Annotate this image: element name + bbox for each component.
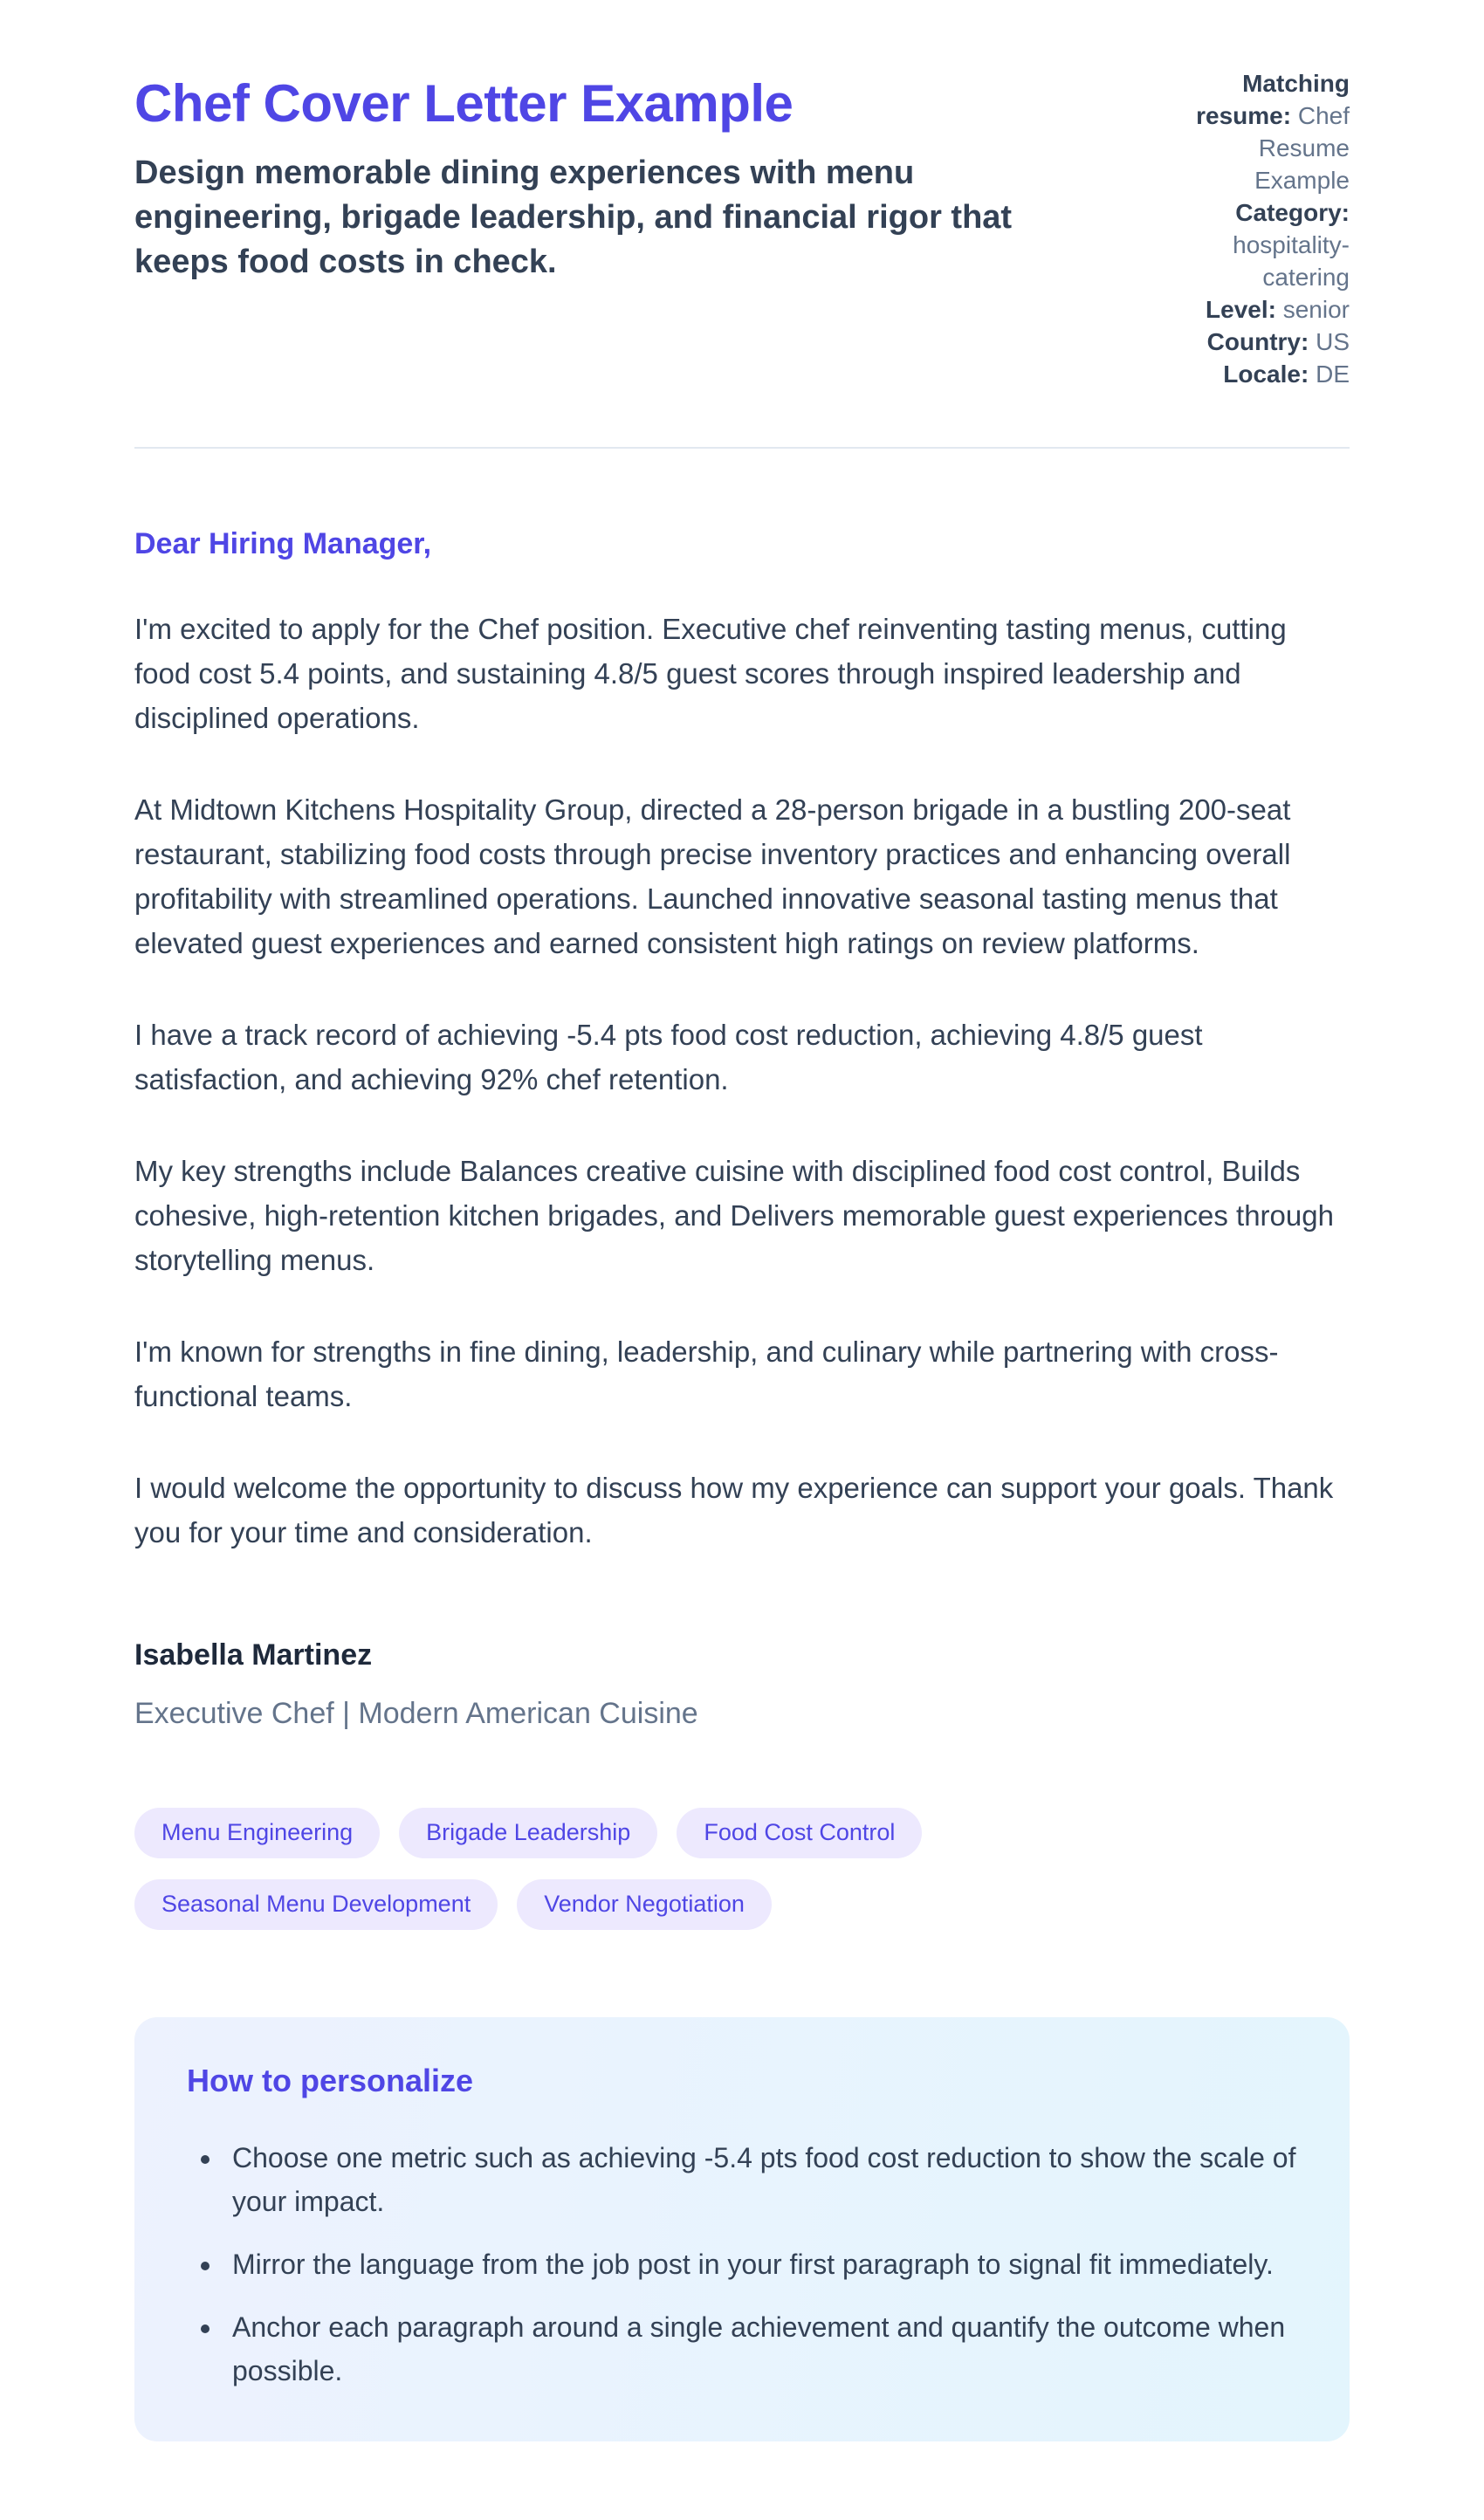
skill-tag-brigade-leadership: Brigade Leadership [399, 1808, 657, 1858]
personalize-tip: • Choose one metric such as achieving -5.4 pts food cost reduction to show the scale of your impact. [223, 2136, 1297, 2223]
personalize-tip: • Anchor each paragraph around a single achievement and quantify the outcome when possible. [223, 2305, 1297, 2393]
meta-value-country: US [1316, 327, 1350, 355]
personalize-box [134, 2017, 1350, 2441]
meta-value-level: senior [1282, 295, 1350, 323]
meta-matching-resume [1159, 68, 1350, 197]
page-subtitle: Design memorable dining experiences with menu engineering, brigade leadership, and financial rigor that keeps food costs in check. [134, 154, 1013, 280]
meta-label-matching-resume: Matching resume: [1196, 70, 1350, 129]
meta-panel [1159, 61, 1350, 391]
personalize-tip: • Mirror the language from the job post in your first paragraph to signal fit immediately. [223, 2242, 1297, 2286]
meta-locale [1159, 359, 1350, 391]
signature-role: Executive Chef | Modern American Cuisine [134, 1696, 698, 1730]
personalize-tips-list [187, 2136, 1297, 2393]
meta-label-locale: Locale: [1223, 360, 1309, 388]
meta-value-matching-resume: Chef Resume Example [1254, 101, 1350, 194]
personalize-title: How to personalize [187, 2062, 474, 2098]
meta-level [1159, 294, 1350, 326]
skill-tag-menu-engineering: Menu Engineering [134, 1808, 380, 1858]
skill-tag-food-cost-control: Food Cost Control [677, 1808, 922, 1858]
meta-value-category: hospitality-catering [1233, 230, 1350, 291]
letter-section [134, 527, 1350, 1731]
letter-paragraph: I would welcome the opportunity to discuss how my experience can support your goals. Thank you for your time and consideration. [134, 1471, 1334, 1548]
letter-body [134, 607, 1350, 1555]
header-divider [134, 447, 1350, 449]
letter-salutation: Dear Hiring Manager, [134, 526, 432, 560]
letter-paragraph: I'm known for strengths in fine dining, leadership, and culinary while partnering with cross-functional teams. [134, 1335, 1279, 1412]
letter-paragraph: At Midtown Kitchens Hospitality Group, directed a 28-person brigade in a bustling 200-seat restaurant, stabilizing food costs through precise inventory practices and enhancing overall profitability with streamlined operations. Launched innovative seasonal tasting menus that elevated guest experiences and earned consistent high ratings on review platforms. [134, 793, 1291, 959]
letter-paragraph: I have a track record of achieving -5.4 pts food cost reduction, achieving 4.8/5 guest satisfaction, and achieving 92% chef retention. [134, 1018, 1203, 1095]
meta-country [1159, 326, 1350, 359]
page-title: Chef Cover Letter Example [134, 74, 794, 133]
page-header [134, 61, 1350, 391]
meta-label-level: Level: [1206, 295, 1276, 323]
header-titles [134, 61, 1095, 285]
skill-tags [134, 1808, 1278, 1930]
skill-tag-vendor-negotiation: Vendor Negotiation [517, 1879, 772, 1930]
meta-category [1159, 197, 1350, 294]
meta-label-category: Category: [1235, 198, 1350, 226]
meta-value-locale: DE [1316, 360, 1350, 388]
letter-paragraph: My key strengths include Balances creative cuisine with disciplined food cost control, Builds cohesive, high-retention kitchen brigades, and Delivers memorable guest experiences through storytelling menus. [134, 1154, 1334, 1276]
signature-name: Isabella Martinez [134, 1638, 373, 1672]
skill-tag-seasonal-menu-development: Seasonal Menu Development [134, 1879, 498, 1930]
meta-label-country: Country: [1206, 327, 1309, 355]
letter-paragraph: I'm excited to apply for the Chef position. Executive chef reinventing tasting menus, cutting food cost 5.4 points, and sustaining 4.8/5 guest scores through inspired leadership and disciplined operations. [134, 612, 1287, 734]
